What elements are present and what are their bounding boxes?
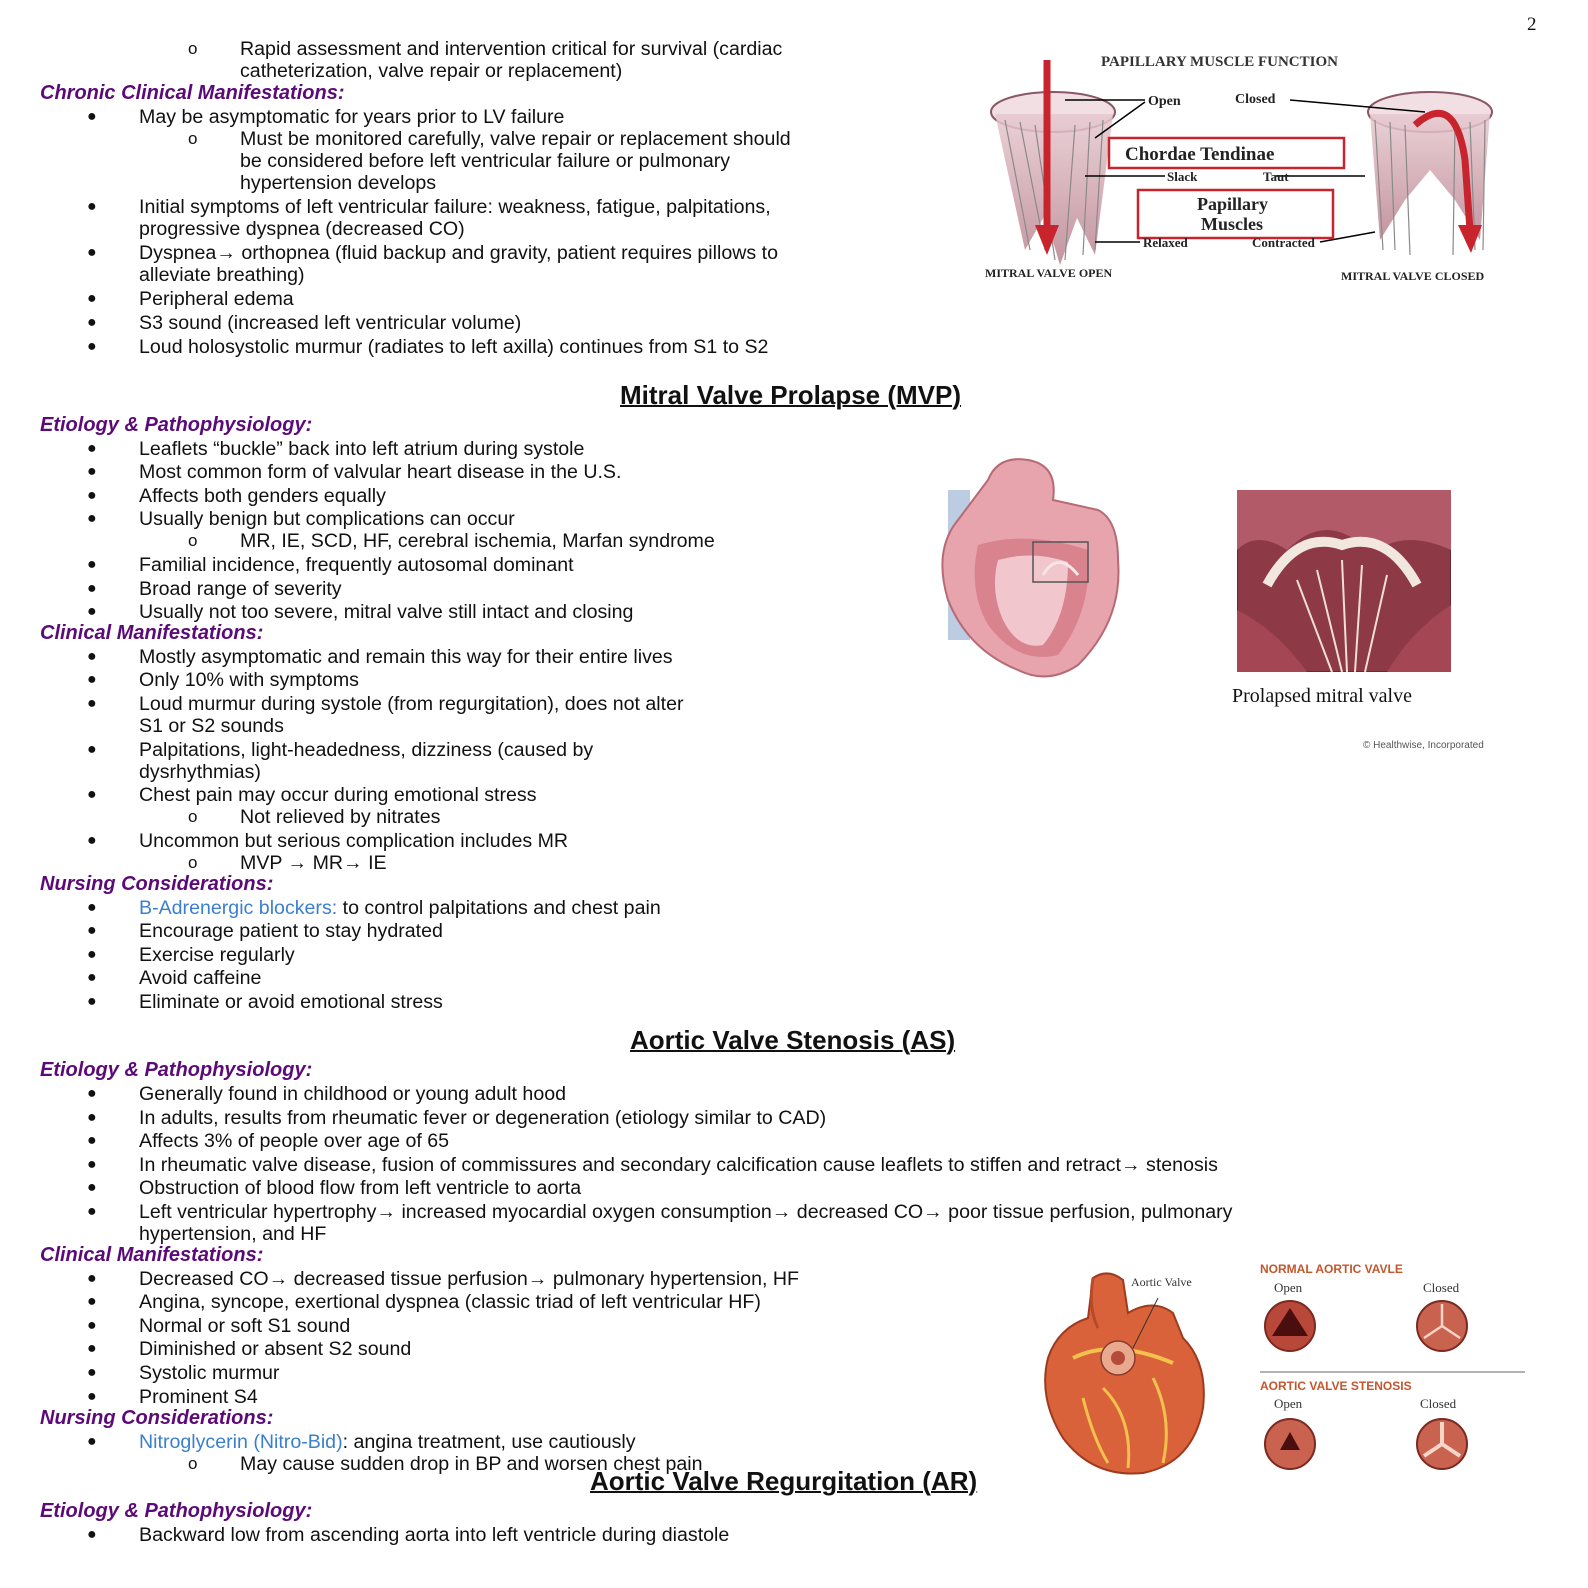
aortic-valve-label: Aortic Valve — [1131, 1275, 1192, 1289]
drug-name: Nitroglycerin (Nitro-Bid) — [139, 1431, 343, 1453]
chronic-subitem: Must be monitored carefully, valve repair or replacement should — [240, 128, 791, 150]
as-clinical-item: Normal or soft S1 sound — [139, 1315, 351, 1337]
drug-name: B-Adrenergic blockers: — [139, 897, 338, 919]
bullet: ● — [87, 1109, 97, 1126]
closed-label: Closed — [1423, 1280, 1460, 1295]
ar-etiology-heading: Etiology & Pathophysiology: — [40, 1500, 313, 1522]
bullet: ● — [87, 832, 97, 849]
mvp-clinical-item: Loud murmur during systole (from regurgitation), does not alter — [139, 693, 684, 715]
mvp-clinical-item: Uncommon but serious complication includes MR — [139, 830, 569, 852]
mvp-clinical-item: Mostly asymptomatic and remain this way for their entire lives — [139, 646, 673, 668]
intro-sub-line-cont: catheterization, valve repair or replacement) — [240, 60, 623, 82]
mvp-etiology-subitem: MR, IE, SCD, HF, cerebral ischemia, Marfan syndrome — [240, 530, 715, 552]
bullet: ● — [87, 556, 97, 573]
bullet: ● — [87, 1085, 97, 1102]
ar-etiology-item: Backward low from ascending aorta into left ventricle during diastole — [139, 1524, 730, 1546]
aortic-heart-figure — [1033, 1268, 1223, 1478]
slack-label: Slack — [1167, 169, 1198, 184]
as-clinical-item: Diminished or absent S2 sound — [139, 1338, 412, 1360]
bullet: ● — [87, 1156, 97, 1173]
figure-credit: © Healthwise, Incorporated — [1363, 740, 1484, 751]
intro-sub-line: Rapid assessment and intervention critical for survival (cardiac — [240, 38, 783, 60]
chronic-item: Peripheral edema — [139, 288, 294, 310]
as-etiology-item: In adults, results from rheumatic fever or degeneration (etiology similar to CAD) — [139, 1107, 827, 1129]
mvp-nursing-item: Exercise regularly — [139, 944, 295, 966]
stenosis-open-valve-icon — [1265, 1419, 1315, 1469]
mitral-valve-open-illustration — [991, 60, 1115, 265]
closed-label: Closed — [1420, 1396, 1457, 1411]
mvp-clinical-item: Only 10% with symptoms — [139, 669, 359, 691]
bullet: ● — [87, 244, 97, 261]
chronic-item: Initial symptoms of left ventricular failure: weakness, fatigue, palpitations, — [139, 196, 771, 218]
mvp-clinical-subitem: Not relieved by nitrates — [240, 806, 441, 828]
papillary-muscle-figure — [985, 50, 1525, 295]
chordae-label: Chordae Tendinae — [1125, 144, 1275, 165]
mvp-etiology-item: Familial incidence, frequently autosomal dominant — [139, 554, 574, 576]
chronic-item: S3 sound (increased left ventricular volume) — [139, 312, 522, 334]
bullet: ● — [87, 1203, 97, 1220]
chronic-subitem: hypertension develops — [240, 172, 437, 194]
aortic-valve-comparison-figure — [1260, 1262, 1530, 1472]
bullet: ● — [87, 108, 97, 125]
as-nursing-subitem: May cause sudden drop in BP and worsen chest pain — [240, 1453, 703, 1475]
closed-label: Closed — [1235, 92, 1276, 107]
sub-bullet: o — [188, 129, 198, 148]
mvp-clinical-item: Chest pain may occur during emotional stress — [139, 784, 537, 806]
as-etiology-heading: Etiology & Pathophysiology: — [40, 1059, 313, 1081]
ar-title: Aortic Valve Regurgitation (AR) — [590, 1466, 978, 1496]
bullet: ● — [87, 1293, 97, 1310]
as-clinical-item: Prominent S4 — [139, 1386, 258, 1408]
bullet: ● — [87, 671, 97, 688]
bullet: ● — [87, 1433, 97, 1450]
as-etiology-item: Left ventricular hypertrophy→ increased myocardial oxygen consumption→ decreased CO→ poor tissue perfusion, pulmonary — [139, 1201, 1233, 1223]
as-etiology-item: hypertension, and HF — [139, 1223, 327, 1245]
bullet: ● — [87, 1317, 97, 1334]
chronic-item: alleviate breathing) — [139, 264, 305, 286]
bullet: ● — [87, 440, 97, 457]
sub-bullet: o — [188, 853, 198, 872]
bullet: ● — [87, 1340, 97, 1357]
valve-open-label: MITRAL VALVE OPEN — [985, 266, 1113, 280]
chronic-item: Loud holosystolic murmur (radiates to left axilla) continues from S1 to S2 — [139, 336, 769, 358]
sub-bullet: o — [188, 1454, 198, 1473]
mvp-clinical-subitem: MVP → MR→ IE — [240, 852, 387, 874]
bullet: ● — [87, 487, 97, 504]
bullet: ● — [87, 899, 97, 916]
drug-purpose: to control palpitations and chest pain — [337, 897, 661, 919]
bullet: ● — [87, 741, 97, 758]
normal-valve-label: NORMAL AORTIC VAVLE — [1260, 1262, 1403, 1276]
bullet: ● — [87, 1132, 97, 1149]
relaxed-label: Relaxed — [1143, 235, 1188, 250]
papillary-label-2: Muscles — [1201, 214, 1263, 234]
drug-purpose: : angina treatment, use cautiously — [342, 1431, 636, 1453]
bullet: ● — [87, 603, 97, 620]
bullet: ● — [87, 1526, 97, 1543]
as-clinical-heading: Clinical Manifestations: — [40, 1244, 264, 1266]
bullet: ● — [87, 1179, 97, 1196]
bullet: ● — [87, 1270, 97, 1287]
mvp-clinical-heading: Clinical Manifestations: — [40, 622, 264, 644]
mvp-etiology-item: Most common form of valvular heart disease in the U.S. — [139, 461, 622, 483]
chronic-item: May be asymptomatic for years prior to LV failure — [139, 106, 565, 128]
mvp-etiology-item: Leaflets “buckle” back into left atrium during systole — [139, 438, 585, 460]
mvp-etiology-item: Usually benign but complications can occur — [139, 508, 515, 530]
mvp-nursing-item — [139, 897, 661, 919]
papillary-figure-title: PAPILLARY MUSCLE FUNCTION — [1101, 54, 1338, 70]
mvp-nursing-item: Eliminate or avoid emotional stress — [139, 991, 443, 1013]
mvp-etiology-item: Affects both genders equally — [139, 485, 386, 507]
contracted-label: Contracted — [1252, 235, 1315, 250]
as-nursing-heading: Nursing Considerations: — [40, 1407, 274, 1429]
normal-closed-valve-icon — [1417, 1301, 1467, 1351]
as-title: Aortic Valve Stenosis (AS) — [630, 1025, 956, 1055]
open-label: Open — [1148, 94, 1181, 109]
sub-bullet: o — [188, 807, 198, 826]
chronic-item: Dyspnea→ orthopnea (fluid backup and gravity, patient requires pillows to — [139, 242, 778, 264]
mvp-title: Mitral Valve Prolapse (MVP) — [620, 380, 962, 410]
sub-bullet: o — [188, 39, 198, 58]
prolapsed-valve-caption: Prolapsed mitral valve — [1232, 685, 1412, 707]
as-clinical-item: Systolic murmur — [139, 1362, 280, 1384]
stenosis-label: AORTIC VALVE STENOSIS — [1260, 1379, 1412, 1393]
bullet: ● — [87, 510, 97, 527]
bullet: ● — [87, 1364, 97, 1381]
as-clinical-item: Decreased CO→ decreased tissue perfusion→ pulmonary hypertension, HF — [139, 1268, 799, 1290]
mvp-clinical-item: S1 or S2 sounds — [139, 715, 284, 737]
mvp-heart-figure — [918, 450, 1158, 690]
mvp-clinical-item: Palpitations, light-headedness, dizziness (caused by — [139, 739, 594, 761]
stenosis-closed-valve-icon — [1417, 1419, 1467, 1469]
mvp-etiology-item: Broad range of severity — [139, 578, 342, 600]
bullet: ● — [87, 1388, 97, 1405]
chronic-subitem: be considered before left ventricular failure or pulmonary — [240, 150, 731, 172]
as-etiology-item: Obstruction of blood flow from left ventricle to aorta — [139, 1177, 582, 1199]
bullet: ● — [87, 314, 97, 331]
bullet: ● — [87, 580, 97, 597]
bullet: ● — [87, 946, 97, 963]
bullet: ● — [87, 463, 97, 480]
as-etiology-item: Affects 3% of people over age of 65 — [139, 1130, 450, 1152]
as-nursing-item — [139, 1431, 636, 1453]
chronic-item: progressive dyspnea (decreased CO) — [139, 218, 465, 240]
bullet: ● — [87, 922, 97, 939]
bullet: ● — [87, 338, 97, 355]
as-clinical-item: Angina, syncope, exertional dyspnea (classic triad of left ventricular HF) — [139, 1291, 761, 1313]
mvp-clinical-item: dysrhythmias) — [139, 761, 261, 783]
mvp-etiology-item: Usually not too severe, mitral valve still intact and closing — [139, 601, 634, 623]
sub-bullet: o — [188, 531, 198, 550]
open-label: Open — [1274, 1280, 1303, 1295]
bullet: ● — [87, 198, 97, 215]
taut-label: Taut — [1263, 169, 1289, 184]
open-label: Open — [1274, 1396, 1303, 1411]
mvp-etiology-heading: Etiology & Pathophysiology: — [40, 414, 313, 436]
bullet: ● — [87, 786, 97, 803]
papillary-label-1: Papillary — [1197, 194, 1268, 214]
mvp-nursing-heading: Nursing Considerations: — [40, 873, 274, 895]
as-etiology-item: Generally found in childhood or young adult hood — [139, 1083, 567, 1105]
mvp-nursing-item: Encourage patient to stay hydrated — [139, 920, 443, 942]
page-number: 2 — [1527, 14, 1537, 35]
normal-open-valve-icon — [1265, 1301, 1315, 1351]
bullet: ● — [87, 695, 97, 712]
valve-closed-label: MITRAL VALVE CLOSED — [1341, 269, 1485, 283]
chronic-heading: Chronic Clinical Manifestations: — [40, 82, 345, 104]
prolapsed-mitral-valve-figure — [1237, 490, 1451, 672]
mvp-nursing-item: Avoid caffeine — [139, 967, 262, 989]
as-etiology-item: In rheumatic valve disease, fusion of commissures and secondary calcification cause leaflets to stiffen and retract→ stenosis — [139, 1154, 1218, 1176]
bullet: ● — [87, 290, 97, 307]
mitral-valve-closed-illustration — [1368, 92, 1492, 255]
bullet: ● — [87, 993, 97, 1010]
bullet: ● — [87, 969, 97, 986]
bullet: ● — [87, 648, 97, 665]
